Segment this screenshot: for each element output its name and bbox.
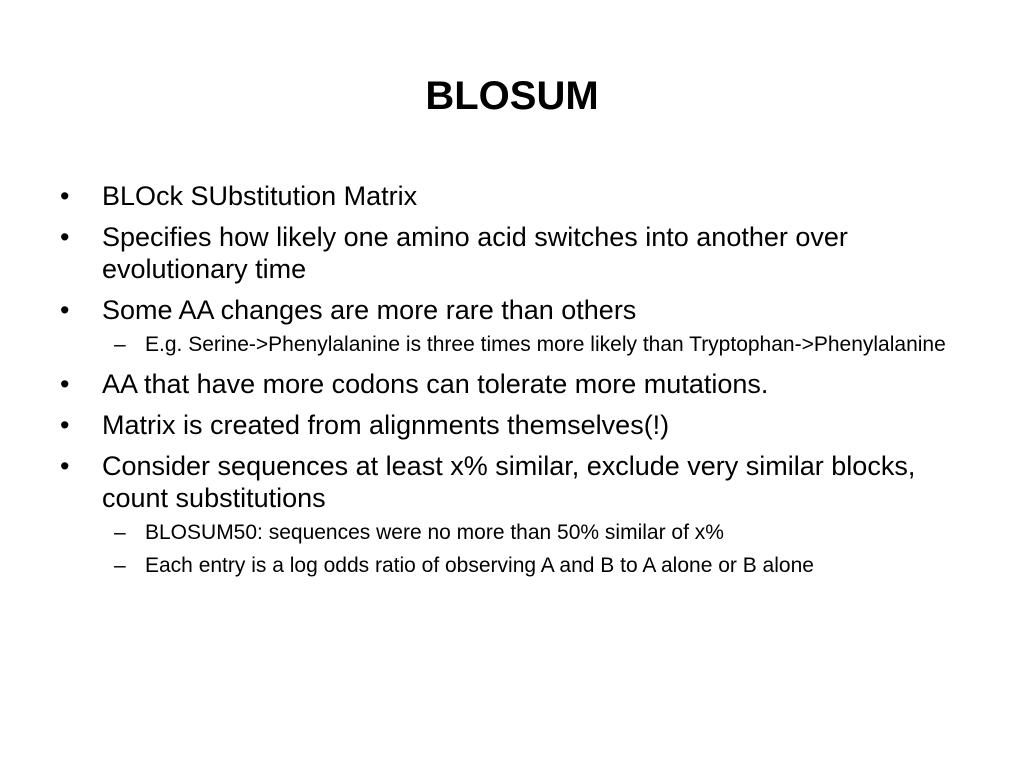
bullet-marker: • — [60, 369, 70, 399]
sub-bullet-marker: – — [114, 554, 126, 577]
bullet-marker: • — [60, 295, 70, 325]
sub-bullet-item — [102, 520, 960, 546]
sub-bullet-marker: – — [114, 521, 126, 544]
bullet-text: Specifies how likely one amino acid switches into another over evolutionary time — [102, 222, 848, 284]
bullet-list — [60, 180, 960, 589]
bullet-marker: • — [60, 451, 70, 481]
sub-bullet-item — [102, 332, 960, 358]
slide-title: BLOSUM — [425, 74, 599, 118]
bullet-item — [60, 221, 960, 285]
bullet-item — [60, 368, 960, 400]
bullet-item — [60, 180, 960, 212]
bullet-marker: • — [60, 181, 70, 211]
bullet-marker: • — [60, 222, 70, 252]
bullet-item — [60, 409, 960, 441]
bullet-text: Consider sequences at least x% similar, exclude very similar blocks, count substitutions — [102, 451, 916, 513]
bullet-item — [60, 294, 960, 326]
bullet-text: Some AA changes are more rare than others — [102, 295, 637, 325]
bullet-text: AA that have more codons can tolerate more mutations. — [102, 369, 769, 399]
bullet-text: BLOck SUbstitution Matrix — [102, 181, 418, 211]
bullet-marker: • — [60, 410, 70, 440]
sub-bullet-text: Each entry is a log odds ratio of observing A and B to A alone or B alone — [145, 554, 814, 577]
sub-bullet-item — [102, 553, 960, 579]
sub-bullet-text: E.g. Serine->Phenylalanine is three times more likely than Tryptophan->Phenylalanine — [145, 333, 946, 356]
sub-bullet-text: BLOSUM50: sequences were no more than 50% similar of x% — [145, 521, 724, 544]
sub-bullet-marker: – — [114, 333, 126, 356]
bullet-text: Matrix is created from alignments themselves(!) — [102, 410, 670, 440]
bullet-item — [60, 450, 960, 514]
